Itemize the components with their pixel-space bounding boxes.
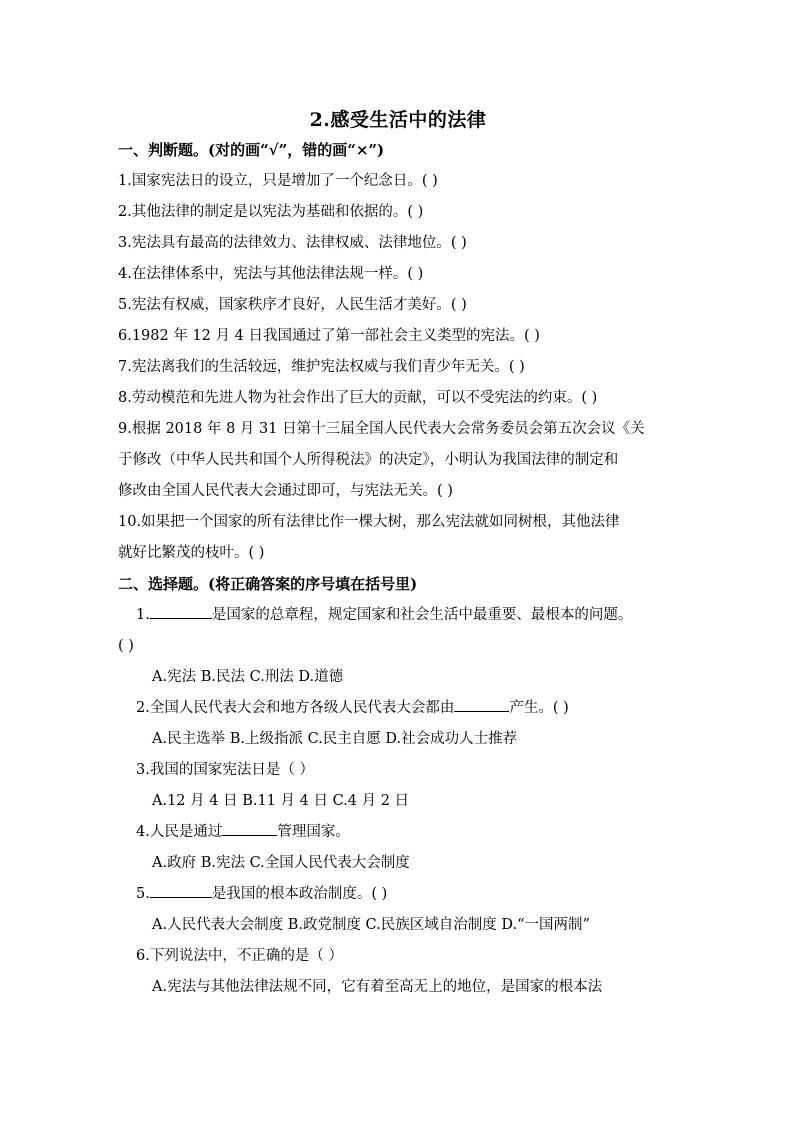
judgment-item-8: 8.劳动模范和先进人物为社会作出了巨大的贡献，可以不受宪法的约束。( ) — [118, 390, 598, 406]
q2-blank — [454, 694, 509, 712]
q1-text: 是国家的总章程，规定国家和社会生活中最重要、最根本的问题。 — [211, 607, 633, 623]
q2-options: A.民主选举 B.上级指派 C.民主自愿 D.社会成功人士推荐 — [152, 731, 518, 747]
q1-answer-bracket: ( ) — [118, 638, 134, 654]
judgment-item-1: 1.国家宪法日的设立，只是增加了一个纪念日。( ) — [118, 173, 438, 189]
page-title: 2.感受生活中的法律 — [309, 109, 487, 131]
choice-question-4 — [118, 817, 678, 848]
q4-text-after: 管理国家。 — [277, 824, 350, 840]
judgment-item-9 — [118, 414, 678, 507]
q3-options: A.12 月 4 日 B.11 月 4 日 C.4 月 2 日 — [152, 793, 410, 809]
section1-heading: 一、判断题。(对的画“√”，错的画“×”) — [118, 141, 385, 159]
choice-question-2 — [118, 693, 678, 724]
choice-question-5 — [118, 879, 678, 910]
judgment-item-7: 7.宪法离我们的生活较远，维护宪法权威与我们青少年无关。( ) — [118, 359, 525, 375]
q5-number: 5. — [136, 886, 150, 902]
document-page — [118, 106, 678, 1003]
choice-question-3: 3.我国的国家宪法日是（ ） — [136, 762, 314, 778]
judgment-item-6: 6.1982 年 12 月 4 日我国通过了第一部社会主义类型的宪法。( ) — [118, 328, 540, 344]
q4-blank — [222, 818, 277, 836]
judgment-item-3: 3.宪法具有最高的法律效力、法律权威、法律地位。( ) — [118, 235, 467, 251]
q1-options: A.宪法 B.民法 C.刑法 D.道德 — [152, 669, 344, 685]
q5-text: 是我国的根本政治制度。( ) — [211, 886, 388, 902]
q5-blank — [150, 880, 212, 898]
judgment-item-5: 5.宪法有权威，国家秩序才良好，人民生活才美好。( ) — [118, 297, 467, 313]
section2-heading: 二、选择题。(将正确答案的序号填在括号里) — [118, 575, 418, 593]
choice-question-1 — [118, 600, 678, 631]
q2-text-after: 产生。( ) — [509, 700, 569, 716]
q1-number: 1. — [136, 607, 150, 623]
judgment-item-10-line-1: 10.如果把一个国家的所有法律比作一棵大树，那么宪法就如同树根，其他法律 — [118, 514, 620, 530]
q5-options: A.人民代表大会制度 B.政党制度 C.民族区域自治制度 D.“一国两制” — [152, 917, 590, 933]
q6-options: A.宪法与其他法律法规不同，它有着至高无上的地位，是国家的根本法 — [152, 979, 603, 995]
q4-options: A.政府 B.宪法 C.全国人民代表大会制度 — [152, 855, 410, 871]
q4-text-before: 4.人民是通过 — [136, 824, 223, 840]
judgment-item-10 — [118, 507, 678, 569]
q1-blank — [150, 601, 212, 619]
judgment-item-4: 4.在法律体系中，宪法与其他法律法规一样。( ) — [118, 266, 424, 282]
choice-question-6: 6.下列说法中，不正确的是（ ） — [136, 948, 343, 964]
judgment-item-10-line-2: 就好比繁茂的枝叶。( ) — [118, 545, 265, 561]
judgment-item-9-line-3: 修改由全国人民代表大会通过即可，与宪法无关。( ) — [118, 483, 453, 499]
judgment-item-2: 2.其他法律的制定是以宪法为基础和依据的。( ) — [118, 204, 424, 220]
judgment-item-9-line-1: 9.根据 2018 年 8 月 31 日第十三届全国人民代表大会常务委员会第五次会议《关 — [118, 421, 645, 437]
judgment-item-9-line-2: 于修改（中华人民共和国个人所得税法》的决定》，小明认为我国法律的制定和 — [118, 452, 619, 468]
q2-text-before: 2.全国人民代表大会和地方各级人民代表大会都由 — [136, 700, 455, 716]
